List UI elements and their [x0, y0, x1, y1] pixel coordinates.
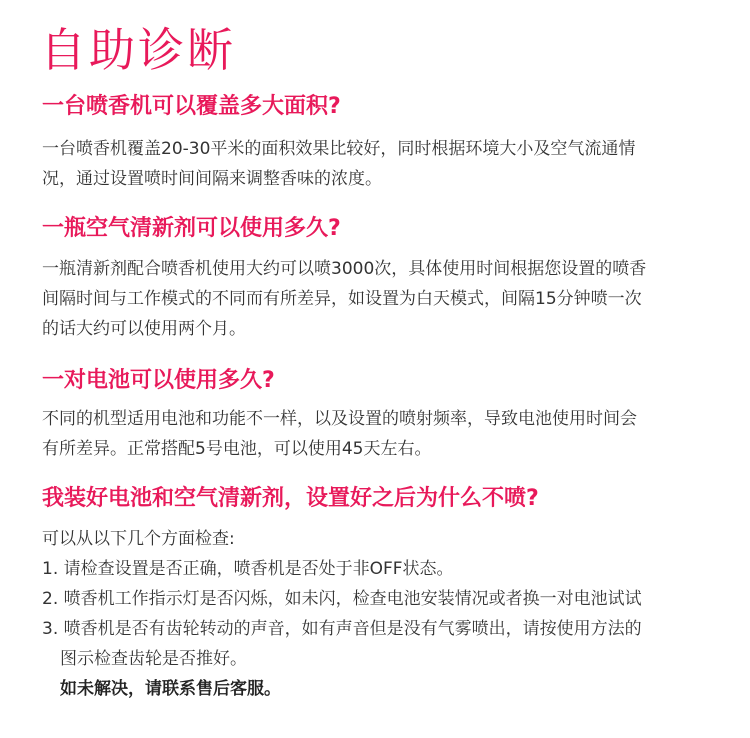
answer-refill-duration — [42, 254, 722, 344]
answer-coverage — [42, 134, 722, 194]
checklist-item-continued: 图示检查齿轮是否推好。 — [60, 649, 247, 669]
answer-line: 的话大约可以使用两个月。 — [42, 319, 246, 339]
question-not-spraying: 我装好电池和空气清新剂，设置好之后为什么不喷? — [42, 486, 539, 511]
answer-line: 况，通过设置喷时间间隔来调整香味的浓度。 — [42, 169, 382, 189]
support-note: 如未解决，请联系售后客服。 — [60, 679, 281, 699]
question-coverage: 一台喷香机可以覆盖多大面积? — [42, 94, 341, 119]
answer-battery-duration — [42, 404, 722, 464]
answer-line: 不同的机型适用电池和功能不一样，以及设置的喷射频率，导致电池使用时间会 — [42, 409, 637, 429]
question-refill-duration: 一瓶空气清新剂可以使用多久? — [42, 216, 341, 241]
page-title: 自助诊断 — [40, 23, 236, 77]
answer-intro: 可以从以下几个方面检查: — [42, 529, 235, 549]
answer-not-spraying — [42, 524, 722, 704]
question-battery-duration: 一对电池可以使用多久? — [42, 368, 275, 393]
answer-line: 间隔时间与工作模式的不同而有所差异，如设置为白天模式，间隔15分钟喷一次 — [42, 289, 642, 309]
checklist-item: 2. 喷香机工作指示灯是否闪烁，如未闪，检查电池安装情况或者换一对电池试试 — [42, 589, 642, 609]
answer-line: 一台喷香机覆盖20-30平米的面积效果比较好，同时根据环境大小及空气流通情 — [42, 139, 636, 159]
answer-line: 一瓶清新剂配合喷香机使用大约可以喷3000次，具体使用时间根据您设置的喷香 — [42, 259, 647, 279]
checklist-item: 1. 请检查设置是否正确，喷香机是否处于非OFF状态。 — [42, 559, 454, 579]
answer-line: 有所差异。正常搭配5号电池，可以使用45天左右。 — [42, 439, 432, 459]
checklist-item: 3. 喷香机是否有齿轮转动的声音，如有声音但是没有气雾喷出，请按使用方法的 — [42, 619, 642, 639]
